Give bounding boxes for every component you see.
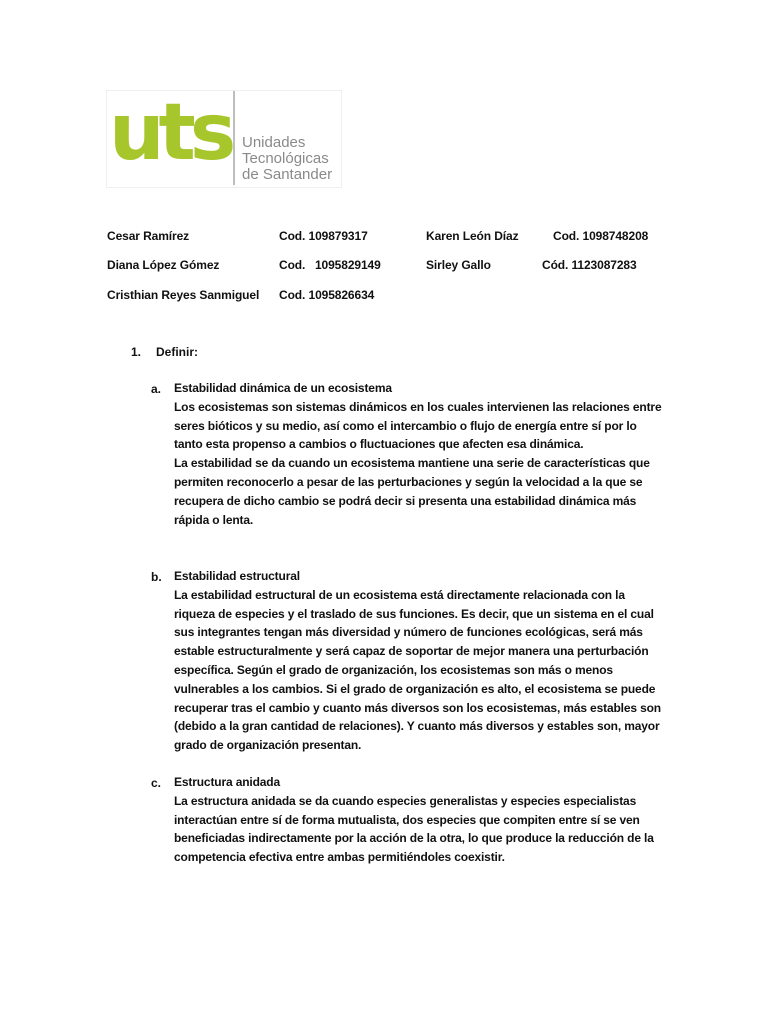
student-name: Cesar Ramírez — [107, 229, 190, 243]
uts-logo — [106, 90, 342, 188]
item-title: Estructura anidada — [174, 775, 280, 789]
item-letter: a. — [151, 382, 162, 396]
section-number: 1. — [131, 345, 142, 359]
logo-name-line1: Unidades — [242, 134, 306, 151]
item-paragraph: La estabilidad se da cuando un ecosistema mantiene una serie de características que permiten reconocerlo a pesar de las perturbaciones y según la velocidad a la que se recupera de dicho cambio se podrá decir si presenta una estabilidad dinámica más rápida o lenta. — [174, 456, 650, 527]
logo-name-line2: Tecnológicas — [242, 150, 329, 167]
student-name: Diana López Gómez — [107, 258, 220, 272]
item-title: Estabilidad dinámica de un ecosistema — [174, 381, 392, 395]
item-paragraph: La estructura anidada se da cuando especies generalistas y especies especialistas interactúan entre sí de forma mutualista, dos especies que compiten entre sí se ven beneficiadas indirectamente por la acción de la otra, lo que produce la reducción de la competencia efectiva entre ambas permitiéndoles coexistir. — [174, 793, 654, 865]
item-title: Estabilidad estructural — [174, 569, 300, 583]
student-code: Cod. 1095826634 — [279, 288, 375, 302]
logo-name-line3: de Santander — [242, 166, 333, 183]
item-paragraph: La estabilidad estructural de un ecosistema está directamente relacionada con la riqueza de especies y el traslado de sus funciones. Es decir, que un sistema en el cual sus integrantes tengan más diversidad y número de funciones ecológicas, será más estable estructuralmente y será capaz de soportar de mejor manera una perturbación específica. Según el grado de organización, los ecosistemas son más o menos vulnerables a los cambios. Si el grado de organización es alto, el ecosistema se puede recuperar tras el cambio y cuanto más diversos son los ecosistemas, más estables son (debido a la gran cantidad de relaciones). Y cuanto más diversos y estables son, mayor grado de organización presentan. — [174, 587, 661, 753]
student-code: Cod. 109879317 — [279, 229, 368, 243]
student-name: Karen León Díaz — [426, 229, 519, 243]
student-code: Cod. 1098748208 — [553, 229, 649, 243]
student-name: Cristhian Reyes Sanmiguel — [107, 288, 260, 302]
student-name: Sirley Gallo — [426, 258, 491, 272]
student-code: Cód. 1123087283 — [542, 258, 637, 272]
item-paragraph: Los ecosistemas son sistemas dinámicos en los cuales intervienen las relaciones entre seres bióticos y su medio, así como el intercambio o flujo de energía entre sí por lo tanto esta propenso a cambios o fluctuaciones que afecten esa dinámica. — [174, 399, 662, 452]
section-title: Definir: — [156, 345, 198, 359]
definition-item — [174, 567, 664, 755]
definition-item — [174, 379, 664, 529]
item-letter: b. — [151, 570, 162, 584]
definition-item — [174, 773, 664, 867]
student-code: Cod. 1095829149 — [279, 258, 381, 272]
item-letter: c. — [151, 776, 162, 790]
logo-brand-text: uts — [109, 91, 231, 178]
uts-logo-graphic — [107, 91, 341, 187]
